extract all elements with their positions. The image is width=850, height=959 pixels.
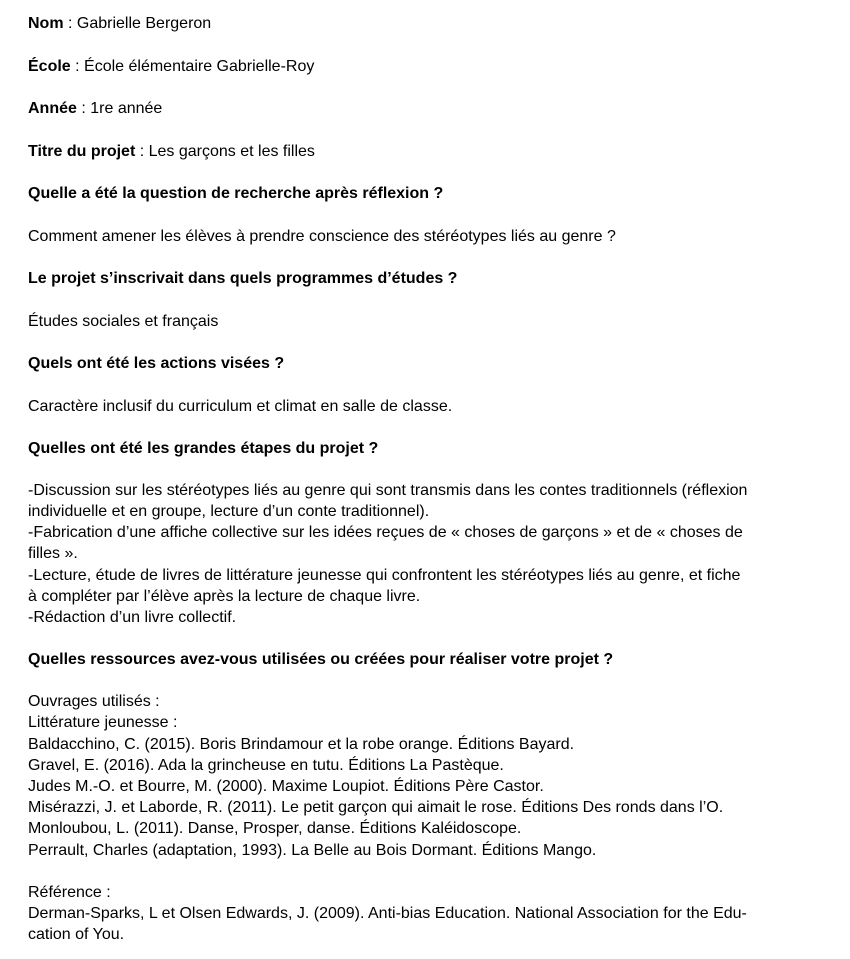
etapes-line: individuelle et en groupe, lecture d’un conte traditionnel).	[28, 503, 430, 520]
field-separator: :	[70, 58, 85, 75]
section-heading-question: Quelle a été la question de recherche après réflexion ?	[28, 185, 444, 202]
etapes-line: -Discussion sur les stéréotypes liés au genre qui sont transmis dans les contes traditionnels (réflexion	[28, 482, 748, 499]
ressources-line: Misérazzi, J. et Laborde, R. (2011). Le petit garçon qui aimait le rose. Éditions Des ronds dans l’O.	[28, 799, 724, 816]
field-separator: :	[63, 15, 77, 32]
ressources-line: Perrault, Charles (adaptation, 1993). La Belle au Bois Dormant. Éditions Mango.	[28, 842, 597, 859]
field-label: Titre du projet	[28, 143, 136, 160]
section-body-question: Comment amener les élèves à prendre conscience des stéréotypes liés au genre ?	[28, 228, 616, 245]
etapes-line: à compléter par l’élève après la lecture de chaque livre.	[28, 588, 421, 605]
field-value: Les garçons et les filles	[148, 143, 315, 160]
etapes-line: -Fabrication d’une affiche collective sur les idées reçues de « choses de garçons » et de « choses de	[28, 524, 743, 541]
ressources-line: Baldacchino, C. (2015). Boris Brindamour et la robe orange. Éditions Bayard.	[28, 736, 575, 753]
field-separator: :	[76, 100, 91, 117]
reference-line: cation of You.	[28, 926, 125, 943]
field-value: Gabrielle Bergeron	[76, 15, 212, 32]
etapes-line: -Lecture, étude de livres de littérature jeunesse qui confrontent les stéréotypes liés au genre, et fiche	[28, 567, 741, 584]
section-body-programmes: Études sociales et français	[28, 313, 219, 330]
section-heading-etapes: Quelles ont été les grandes étapes du projet ?	[28, 440, 379, 457]
etapes-line: -Rédaction d’un livre collectif.	[28, 609, 237, 626]
ressources-line: Judes M.-O. et Bourre, M. (2000). Maxime Loupiot. Éditions Père Castor.	[28, 778, 544, 795]
section-heading-actions: Quels ont été les actions visées ?	[28, 355, 285, 372]
field-label: École	[28, 58, 71, 75]
ressources-line: Ouvrages utilisés :	[28, 693, 160, 710]
field-value: École élémentaire Gabrielle-Roy	[84, 58, 315, 75]
field-nom	[28, 13, 211, 34]
section-heading-programmes: Le projet s’inscrivait dans quels programmes d’études ?	[28, 270, 458, 287]
reference-line: Référence :	[28, 884, 111, 901]
ressources-line: Littérature jeunesse :	[28, 714, 178, 731]
reference-line: Derman-Sparks, L et Olsen Edwards, J. (2009). Anti-bias Education. National Association for the Edu-	[28, 905, 747, 922]
field-value: 1re année	[90, 100, 163, 117]
field-titre	[28, 141, 315, 162]
section-heading-ressources: Quelles ressources avez-vous utilisées ou créées pour réaliser votre projet ?	[28, 651, 614, 668]
ressources-line: Monloubou, L. (2011). Danse, Prosper, danse. Éditions Kaléidoscope.	[28, 820, 522, 837]
field-label: Année	[28, 100, 77, 117]
field-ecole	[28, 56, 314, 77]
etapes-line: filles ».	[28, 545, 78, 562]
field-label: Nom	[28, 15, 64, 32]
field-annee	[28, 98, 162, 119]
field-separator: :	[135, 143, 149, 160]
ressources-line: Gravel, E. (2016). Ada la grincheuse en tutu. Éditions La Pastèque.	[28, 757, 504, 774]
section-body-actions: Caractère inclusif du curriculum et climat en salle de classe.	[28, 398, 453, 415]
